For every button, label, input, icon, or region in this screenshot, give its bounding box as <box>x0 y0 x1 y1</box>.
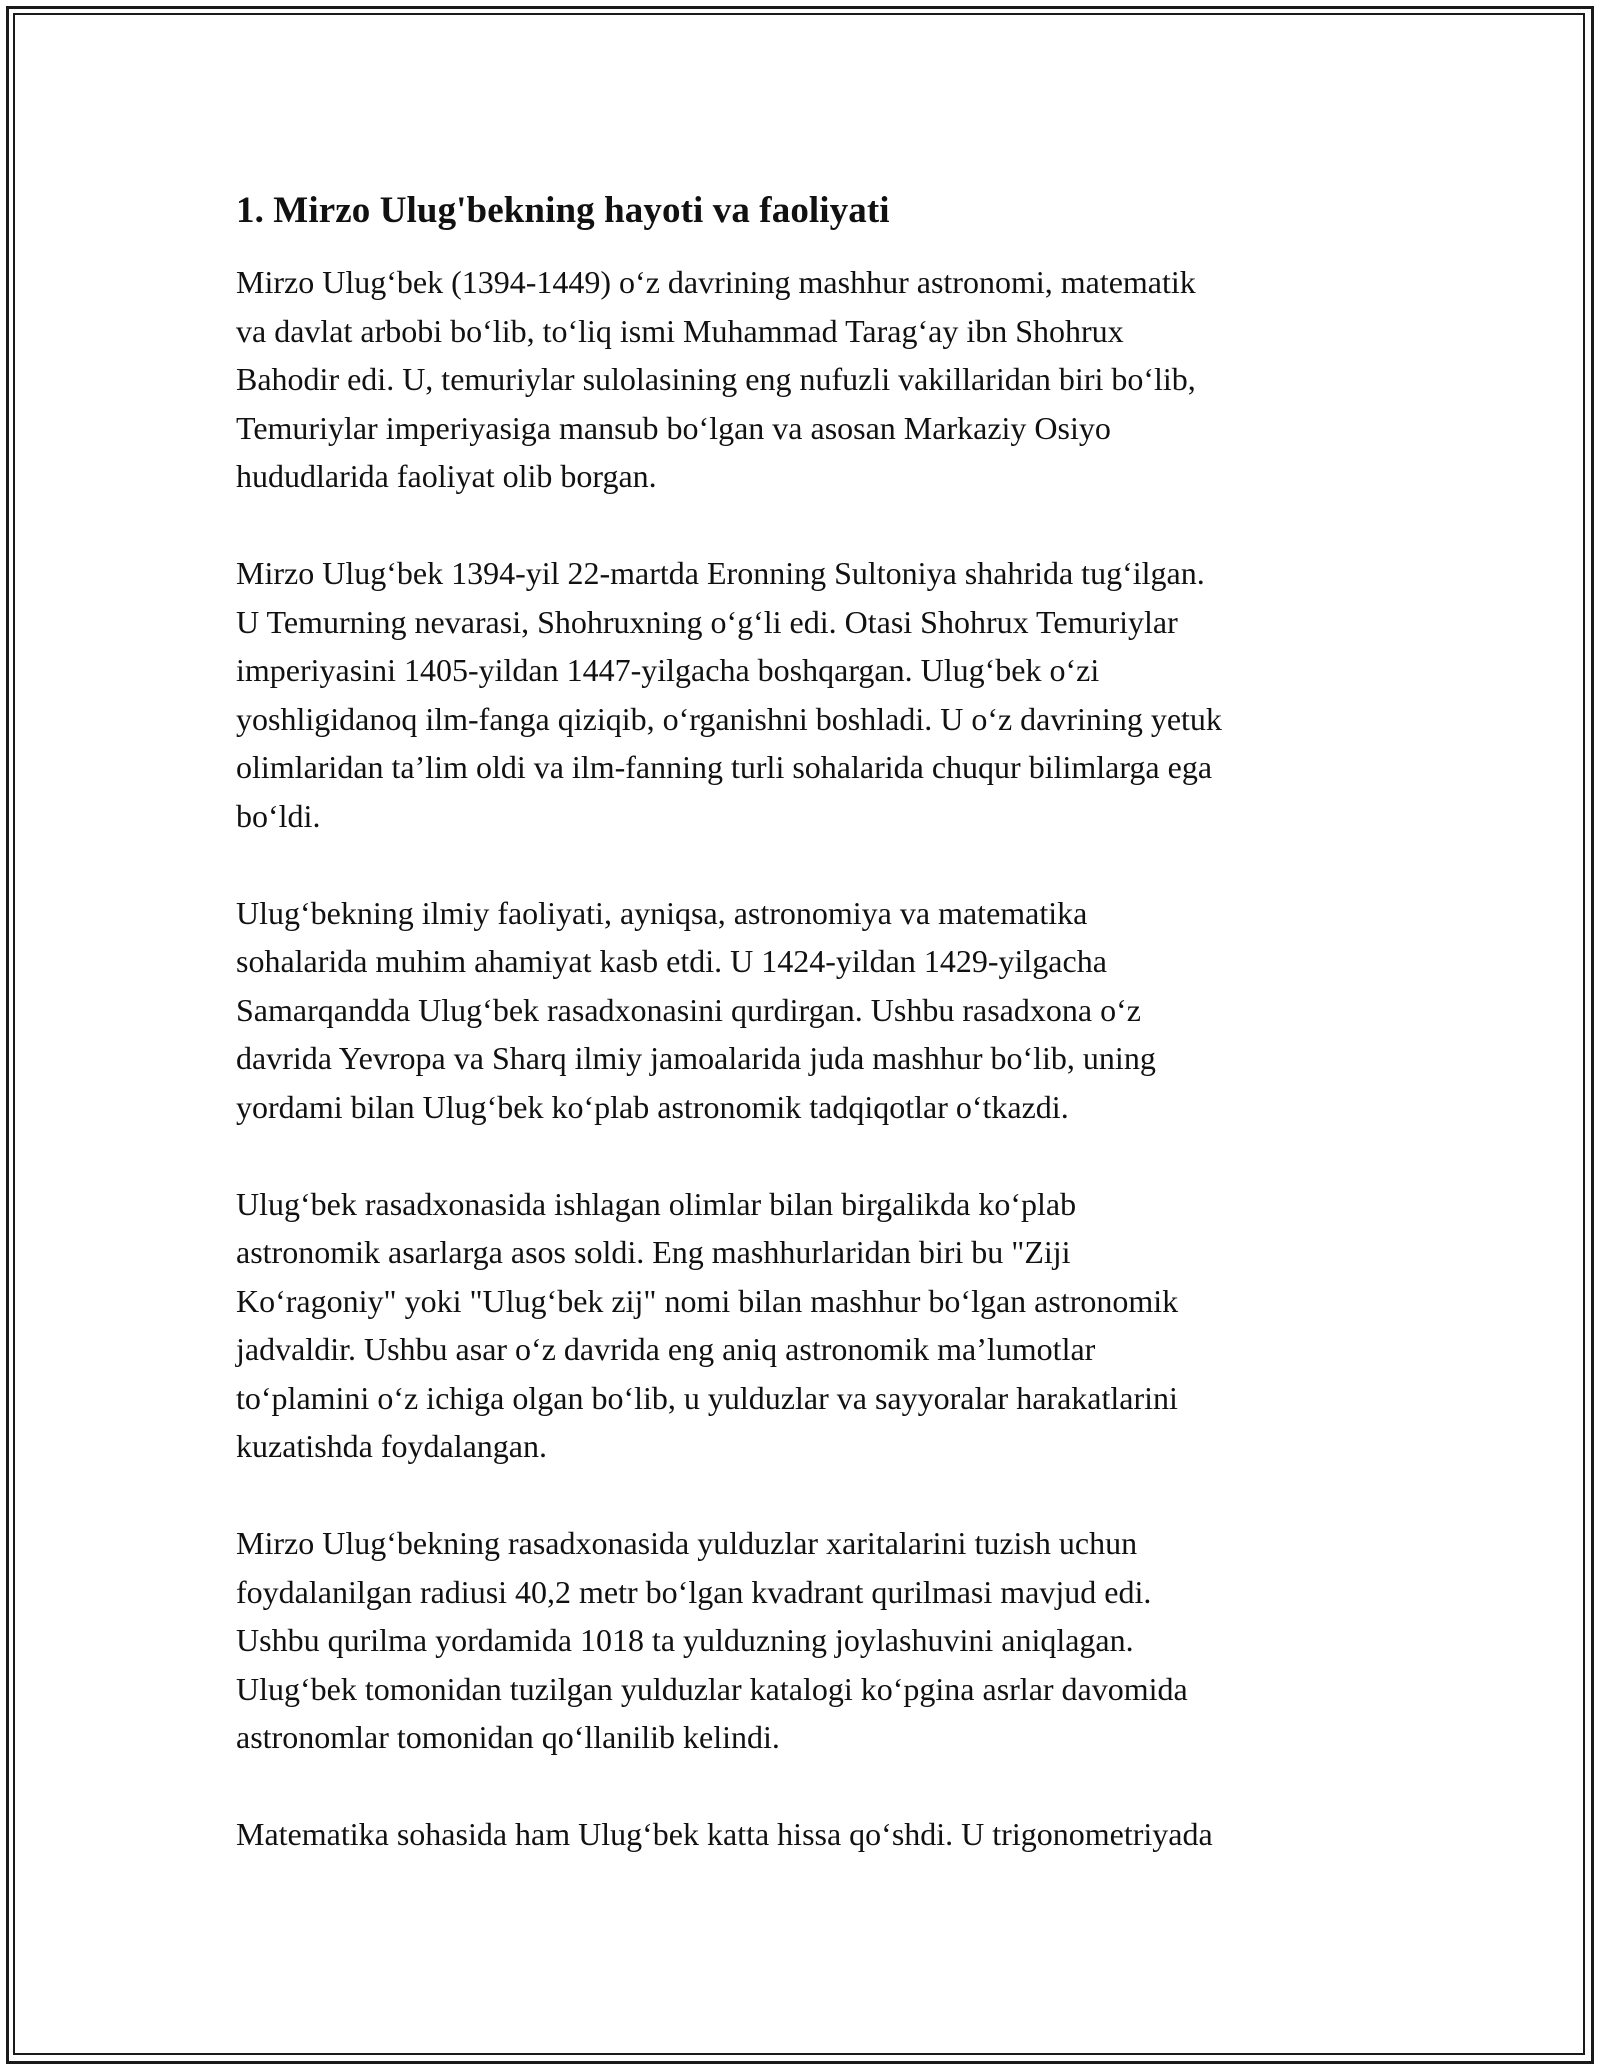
text-line: bo‘ldi. <box>236 797 321 834</box>
paragraph-birth <box>236 549 1376 840</box>
paragraph-mathematics <box>236 1810 1376 1859</box>
text-line: astronomlar tomonidan qo‘llanilib kelindi. <box>236 1719 780 1755</box>
text-line: davrida Yevropa va Sharq ilmiy jamoalarida juda mashhur bo‘lib, uning <box>236 1040 1156 1076</box>
text-line: imperiyasini 1405-yildan 1447-yilgacha boshqargan. Ulug‘bek o‘zi <box>236 652 1100 688</box>
paragraph-scientific-activity <box>236 889 1376 1132</box>
text-line: Mirzo Ulug‘bek 1394-yil 22-martda Eronning Sultoniya shahrida tug‘ilgan. <box>236 555 1205 591</box>
text-line: Temuriylar imperiyasiga mansub bo‘lgan va asosan Markaziy Osiyo <box>236 409 1111 446</box>
text-line: Samarqandda Ulug‘bek rasadxonasini qurdirgan. Ushbu rasadxona o‘z <box>236 991 1141 1028</box>
paragraph-zij <box>236 1180 1376 1471</box>
text-line: Mirzo Ulug‘bek (1394-1449) o‘z davrining mashhur astronomi, matematik <box>236 264 1196 300</box>
section-heading: 1. Mirzo Ulug'bekning hayoti va faoliyati <box>236 190 890 231</box>
text-line: Ulug‘bekning ilmiy faoliyati, ayniqsa, astronomiya va matematika <box>236 894 1088 931</box>
text-line: jadvaldir. Ushbu asar o‘z davrida eng aniq astronomik ma’lumotlar <box>236 1331 1096 1367</box>
text-line: to‘plamini o‘z ichiga olgan bo‘lib, u yulduzlar va sayyoralar harakatlarini <box>236 1379 1178 1416</box>
paragraph-spacer <box>236 501 1376 550</box>
text-line: Mirzo Ulug‘bekning rasadxonasida yulduzlar xaritalarini tuzish uchun <box>236 1525 1138 1561</box>
paragraph-spacer <box>236 840 1376 889</box>
text-line: Ko‘ragoniy" yoki "Ulug‘bek zij" nomi bilan mashhur bo‘lgan astronomik <box>236 1282 1179 1319</box>
document-body <box>236 186 1376 1859</box>
paragraph-quadrant <box>236 1519 1376 1762</box>
text-line: astronomik asarlarga asos soldi. Eng mashhurlaridan biri bu "Ziji <box>236 1234 1071 1270</box>
text-line: Ulug‘bek rasadxonasida ishlagan olimlar bilan birgalikda ko‘plab <box>236 1185 1077 1222</box>
text-line: Ulug‘bek tomonidan tuzilgan yulduzlar katalogi ko‘pgina asrlar davomida <box>236 1670 1188 1707</box>
text-line: yoshligidanoq ilm-fanga qiziqib, o‘rganishni boshladi. U o‘z davrining yetuk <box>236 700 1222 737</box>
text-line: olimlaridan ta’lim oldi va ilm-fanning turli sohalarida chuqur bilimlarga ega <box>236 749 1213 785</box>
text-line: Matematika sohasida ham Ulug‘bek katta hissa qo‘shdi. U trigonometriyada <box>236 1816 1213 1852</box>
text-line: U Temurning nevarasi, Shohruxning o‘g‘li edi. Otasi Shohrux Temuriylar <box>236 603 1178 640</box>
paragraph-spacer <box>236 1131 1376 1180</box>
paragraph-intro <box>236 258 1376 501</box>
text-line: kuzatishda foydalangan. <box>236 1428 547 1464</box>
text-line: Bahodir edi. U, temuriylar sulolasining eng nufuzli vakillaridan biri bo‘lib, <box>236 361 1196 397</box>
text-line: hududlarida faoliyat olib borgan. <box>236 458 657 494</box>
text-line: yordami bilan Ulug‘bek ko‘plab astronomik tadqiqotlar o‘tkazdi. <box>236 1088 1069 1125</box>
paragraph-spacer <box>236 1762 1376 1811</box>
text-line: foydalanilgan radiusi 40,2 metr bo‘lgan kvadrant qurilmasi mavjud edi. <box>236 1573 1152 1610</box>
text-line: va davlat arbobi bo‘lib, to‘liq ismi Muhammad Tarag‘ay ibn Shohrux <box>236 312 1124 349</box>
text-line: sohalarida muhim ahamiyat kasb etdi. U 1424-yildan 1429-yilgacha <box>236 943 1107 979</box>
paragraph-spacer <box>236 1471 1376 1520</box>
text-line: Ushbu qurilma yordamida 1018 ta yulduzning joylashuvini aniqlagan. <box>236 1622 1134 1658</box>
